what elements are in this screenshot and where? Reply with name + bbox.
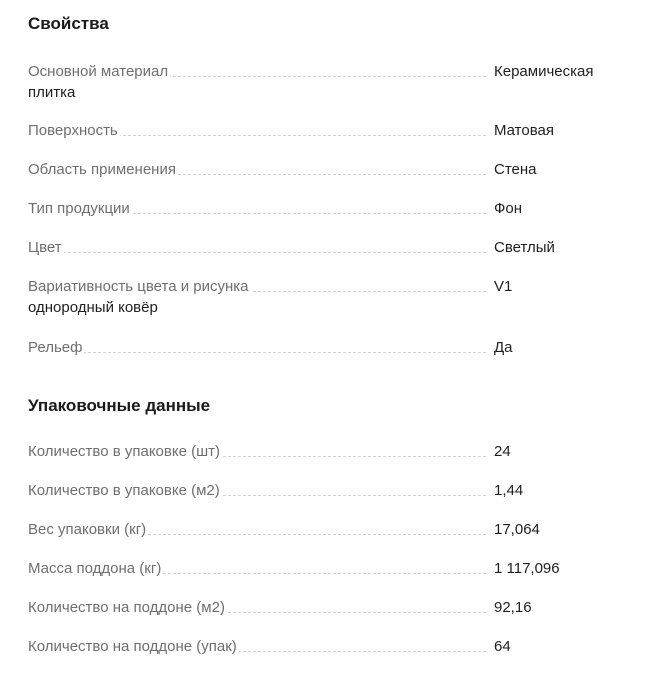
property-value: 64 xyxy=(494,638,511,655)
section-title-packaging: Упаковочные данные xyxy=(28,396,211,415)
property-value: 1,44 xyxy=(494,482,524,499)
property-value: 17,064 xyxy=(494,521,540,538)
property-value: Керамическая xyxy=(494,63,594,80)
packaging-row-package-weight xyxy=(28,519,620,541)
packaging-row-qty-m2 xyxy=(28,480,620,502)
property-row-application-area xyxy=(28,159,620,181)
property-row-relief xyxy=(28,337,620,359)
dotted-leader xyxy=(28,252,486,253)
property-value: 24 xyxy=(494,443,511,460)
property-value: Да xyxy=(494,339,513,356)
property-label: Количество на поддоне (м2) xyxy=(28,597,227,619)
property-label: Основной материал xyxy=(28,61,170,83)
property-value: Стена xyxy=(494,161,537,178)
packaging-row-pallet-m2 xyxy=(28,597,620,619)
property-label: Вес упаковки (кг) xyxy=(28,519,148,541)
property-value: V1 xyxy=(494,278,513,295)
property-value: 1 117,096 xyxy=(494,560,560,577)
dotted-leader xyxy=(28,352,486,353)
property-label: Область применения xyxy=(28,159,178,181)
property-label: Вариативность цвета и рисунка xyxy=(28,276,251,298)
section-title-properties: Свойства xyxy=(28,14,109,33)
packaging-row-pallet-packs xyxy=(28,636,620,658)
property-value: 92,16 xyxy=(494,599,532,616)
property-label: Цвет xyxy=(28,237,64,259)
property-label: Количество в упаковке (шт) xyxy=(28,441,222,463)
packaging-row-pallet-mass xyxy=(28,558,620,580)
property-label: Количество в упаковке (м2) xyxy=(28,480,222,502)
property-value-continuation: плитка xyxy=(28,84,76,101)
property-label: Тип продукции xyxy=(28,198,132,220)
property-row-color-variation xyxy=(28,276,620,316)
property-value: Матовая xyxy=(494,122,554,139)
property-value: Фон xyxy=(494,200,523,217)
property-row-main-material xyxy=(28,61,620,101)
property-label: Количество на поддоне (упак) xyxy=(28,636,239,658)
property-value: Светлый xyxy=(494,239,555,256)
property-row-surface xyxy=(28,120,620,142)
property-label: Поверхность xyxy=(28,120,120,142)
property-label: Масса поддона (кг) xyxy=(28,558,163,580)
property-row-color xyxy=(28,237,620,259)
packaging-row-qty-pcs xyxy=(28,441,620,463)
property-row-product-type xyxy=(28,198,620,220)
property-label: Рельеф xyxy=(28,337,84,359)
property-value-continuation: однородный ковёр xyxy=(28,299,158,316)
